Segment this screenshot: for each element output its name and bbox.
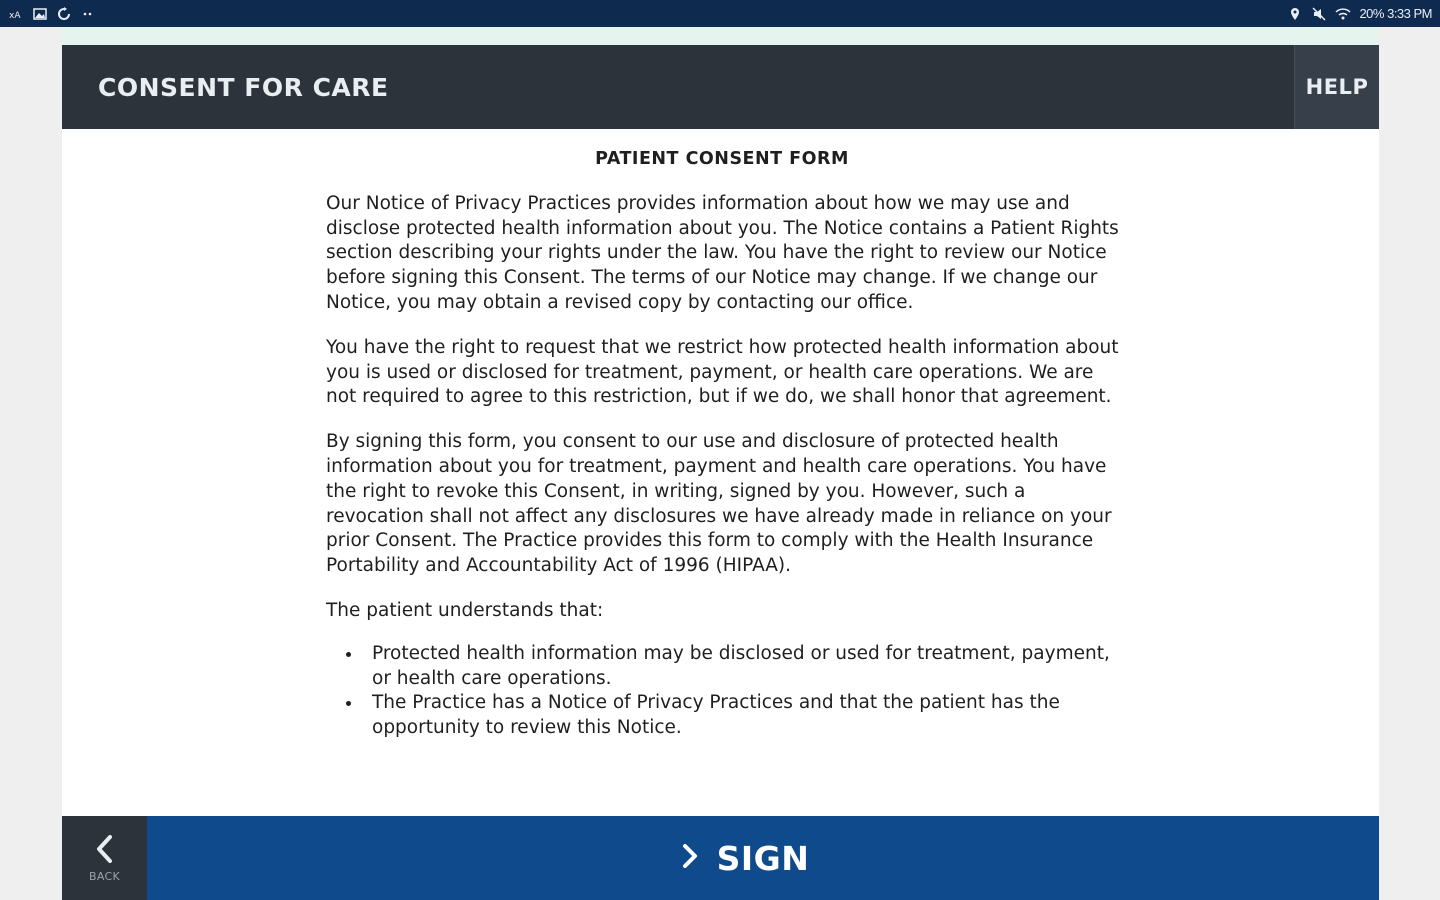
sign-button[interactable]	[147, 816, 1379, 900]
document-paragraph: By signing this form, you consent to our use and disclosure of protected health information about you for treatment, payment and health care operations. You have the right to revoke this Consent, in writing, signed by you. However, such a revocation shall not affect any disclosures we have already made in reliance on your prior Consent. The Practice provides this form to comply with the Health Insurance Portability and Accountability Act of 1996 (HIPAA).	[326, 431, 1112, 577]
bottom-action-bar	[62, 816, 1379, 900]
consent-document-scroll-area[interactable]	[62, 129, 1379, 816]
system-status-bar	[0, 0, 1440, 27]
understanding-list	[326, 642, 1126, 741]
header-bar	[62, 45, 1379, 129]
sign-label: SIGN	[716, 838, 810, 878]
status-battery-time: 20% 3:33 PM	[1359, 6, 1432, 21]
document-title: PATIENT CONSENT FORM	[595, 149, 849, 169]
more-icon	[80, 6, 96, 22]
consent-document	[326, 147, 1126, 741]
list-item: Protected health information may be disclosed or used for treatment, payment, or health care operations.	[344, 642, 1126, 692]
status-right-icons	[1287, 6, 1432, 22]
chevron-left-icon	[94, 834, 116, 868]
mute-icon	[1311, 6, 1327, 22]
wifi-icon	[1335, 6, 1351, 22]
document-paragraph: The patient understands that:	[326, 599, 604, 621]
list-item: The Practice has a Notice of Privacy Practices and that the patient has the opportunity to review this Notice.	[344, 691, 1126, 741]
top-strip	[62, 27, 1379, 45]
sync-icon	[56, 6, 72, 22]
image-icon	[32, 6, 48, 22]
status-left-icons	[8, 6, 96, 22]
document-paragraph: You have the right to request that we restrict how protected health information about you is used or disclosed for treatment, payment, or health care operations. We are not required to agree to this restriction, but if we do, we shall honor that agreement.	[326, 336, 1119, 408]
text-icon	[8, 6, 24, 22]
chevron-right-icon	[681, 843, 699, 873]
back-button[interactable]	[62, 816, 147, 900]
svg-text:xA: xA	[9, 10, 21, 20]
page-title: CONSENT FOR CARE	[98, 72, 389, 102]
location-icon	[1287, 6, 1303, 22]
help-button[interactable]: HELP	[1294, 45, 1379, 129]
document-paragraph: Our Notice of Privacy Practices provides information about how we may use and disclose protected health information about you. The Notice contains a Patient Rights section describing your rights under the law. You have the right to review our Notice before signing this Consent. The terms of our Notice may change. If we change our Notice, you may obtain a revised copy by contacting our office.	[326, 192, 1119, 313]
back-label: BACK	[89, 869, 120, 883]
app-window	[62, 27, 1379, 900]
